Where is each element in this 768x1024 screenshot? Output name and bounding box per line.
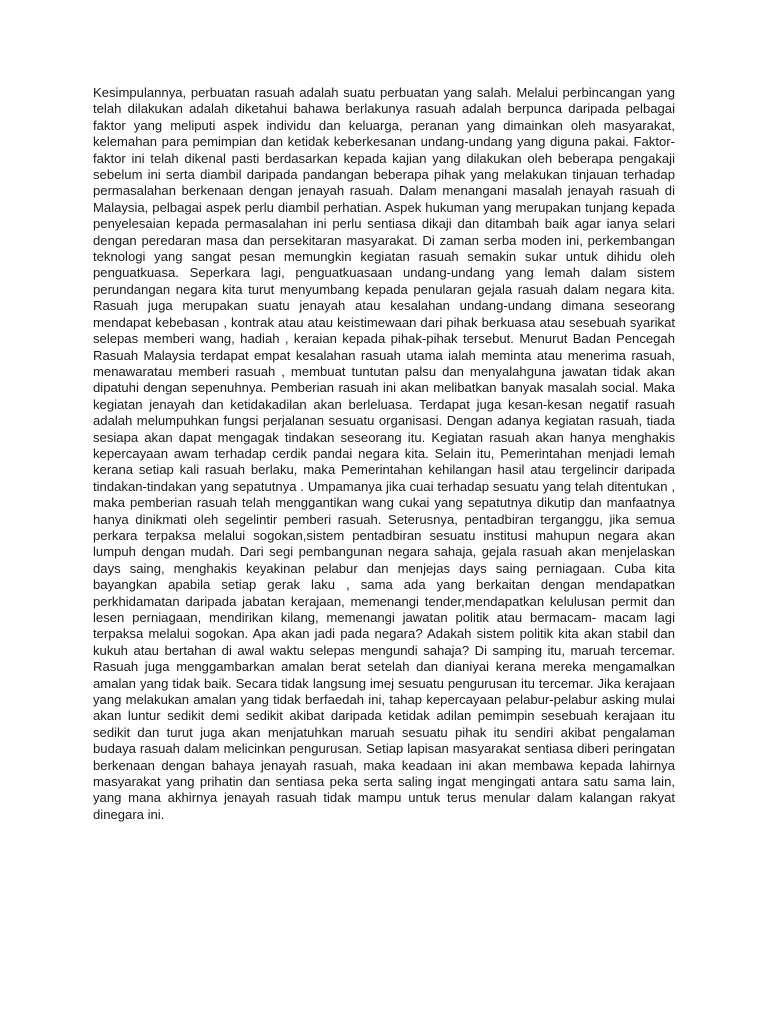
conclusion-paragraph: Kesimpulannya, perbuatan rasuah adalah suatu perbuatan yang salah. Melalui perbincangan yang telah dilakukan adalah diketahui bahawa berlakunya rasuah adalah berpunca daripada pelbagai faktor yang meliputi aspek individu dan keluarga, peranan yang dimainkan oleh masyarakat, kelemahan para pemimpian dan ketidak keberkesanan undang-undang yang diguna pakai. Faktor-faktor ini telah dikenal pasti berdasarkan kepada kajian yang dilakukan oleh beberapa pengakaji sebelum ini serta diambil daripada pandangan beberapa pihak yang melakukan tinjauan terhadap permasalahan berkenaan dengan jenayah rasuah. Dalam menangani masalah jenayah rasuah di Malaysia, pelbagai aspek perlu diambil perhatian. Aspek hukuman yang merupakan tunjang kepada penyelesaian kepada permasalahan ini perlu sentiasa dikaji dan ditambah baik agar ianya selari dengan peredaran masa dan persekitaran masyarakat. Di zaman serba moden ini, perkembangan teknologi yang sangat pesan memungkin kegiatan rasuah semakin sukar untuk dihidu oleh penguatkuasa. Seperkara lagi, penguatkuasaan undang-undang yang lemah dalam sistem perundangan negara kita turut menyumbang kepada penularan gejala rasuah dalam negara kita. Rasuah juga merupakan suatu jenayah atau kesalahan undang-undang dimana seseorang mendapat kebebasan , kontrak atau atau keistimewaan dari pihak berkuasa atau sesebuah syarikat selepas memberi wang, hadiah , keraian kepada pihak-pihak tersebut. Menurut Badan Pencegah Rasuah Malaysia terdapat empat kesalahan rasuah utama ialah meminta atau menerima rasuah, menawaratau memberi rasuah , membuat tuntutan palsu dan menyalahguna jawatan tidak akan dipatuhi dengan sepenuhnya. Pemberian rasuah ini akan melibatkan banyak masalah social. Maka kegiatan jenayah dan ketidakadilan akan berleluasa. Terdapat juga kesan-kesan negatif rasuah adalah melumpuhkan fungsi perjalanan sesuatu organisasi. Dengan adanya kegiatan rasuah, tiada sesiapa akan dapat mengagak tindakan seseorang itu. Kegiatan rasuah akan hanya menghakis kepercayaan awam terhadap cerdik pandai negara kita. Selain itu, Pemerintahan menjadi lemah kerana setiap kali rasuah berlaku, maka Pemerintahan kehilangan hasil atau tergelincir daripada tindakan-tindakan yang sepatutnya . Umpamanya jika cuai terhadap sesuatu yang telah ditentukan , maka pemberian rasuah telah menggantikan wang cukai yang sepatutnya dikutip dan manfaatnya hanya dinikmati oleh segelintir pemberi rasuah. Seterusnya, pentadbiran terganggu, jika semua perkara terpaksa melalui sogokan,sistem pentadbiran sesuatu institusi mahupun negara akan lumpuh dengan mudah. Dari segi pembangunan negara sahaja, gejala rasuah akan menjelaskan days saing, menghakis keyakinan pelabur dan menjejas days saing perniagaan. Cuba kita bayangkan apabila setiap gerak laku , sama ada yang berkaitan dengan mendapatkan perkhidamatan daripada jabatan kerajaan, memenangi tender,mendapatkan kelulusan permit dan lesen perniagaan, mendirikan kilang, memenangi jawatan politik atau bermacam- macam lagi terpaksa melalui sogokan. Apa akan jadi pada negara? Adakah sistem politik kita akan stabil dan kukuh atau bertahan di awal waktu selepas mengundi sahaja? Di samping itu, maruah tercemar. Rasuah juga menggambarkan amalan berat setelah dan dianiyai kerana mereka mengamalkan amalan yang tidak baik. Secara tidak langsung imej sesuatu pengurusan itu tercemar. Jika kerajaan yang melakukan amalan yang tidak berfaedah ini, tahap kepercayaan pelabur-pelabur asking mulai akan luntur sedikit demi sedikit akibat daripada ketidak adilan pemimpin sesebuah kerajaan itu sedikit dan turut juga akan menjatuhkan maruah sesuatu pihak itu sendiri akibat pengalaman budaya rasuah dalam melicinkan pengurusan. Setiap lapisan masyarakat sentiasa diberi peringatan berkenaan dengan bahaya jenayah rasuah, maka keadaan ini akan membawa kepada lahirnya masyarakat yang prihatin dan sentiasa peka serta saling ingat mengingati antara satu sama lain, yang mana akhirnya jenayah rasuah tidak mampu untuk terus menular dalam kalangan rakyat dinegara ini. — [93, 85, 675, 822]
